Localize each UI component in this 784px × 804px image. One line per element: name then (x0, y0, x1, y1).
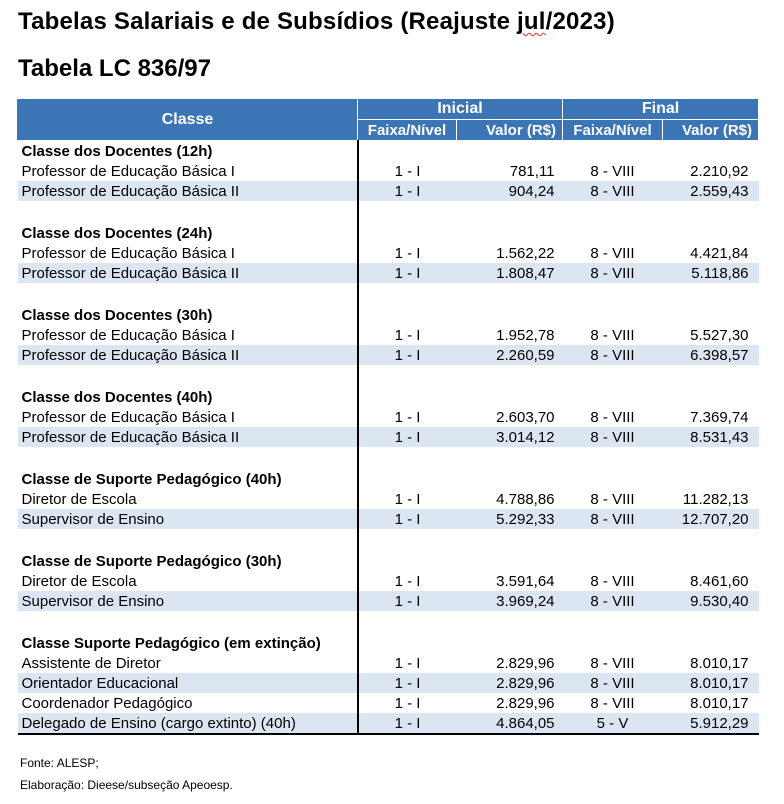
spacer-name-cell (18, 611, 358, 633)
final-valor: 8.010,17 (690, 654, 749, 672)
table-row (18, 407, 759, 427)
empty-cell (457, 551, 563, 571)
header-classe: Classe (18, 99, 358, 141)
final-valor: 4.421,84 (690, 244, 749, 262)
cargo-name: Professor de Educação Básica II (18, 263, 358, 283)
inicial-faixa: 1 - I (394, 326, 421, 344)
page-subtitle: Tabela LC 836/97 (18, 55, 211, 82)
spacer-name-cell (18, 529, 358, 551)
group-title-row (18, 305, 759, 325)
final-valor: 8.461,60 (690, 572, 749, 590)
header-final-valor: Valor (R$) (663, 120, 759, 141)
cargo-name: Orientador Educacional (18, 673, 358, 693)
empty-cell (358, 387, 457, 407)
final-valor: 7.369,74 (690, 408, 749, 426)
inicial-faixa: 1 - I (394, 244, 421, 262)
inicial-valor: 781,11 (509, 162, 555, 180)
group-title: Classe Suporte Pedagógico (em extinção) (18, 633, 358, 653)
final-faixa: 8 - VIII (590, 244, 635, 262)
final-faixa: 8 - VIII (563, 509, 663, 529)
final-faixa: 8 - VIII (590, 490, 635, 508)
empty-cell (358, 551, 457, 571)
footer-elaboration: Elaboração: Dieese/subseção Apeoesp. (20, 778, 233, 792)
table-row (18, 325, 759, 345)
empty-cell (563, 469, 663, 489)
salary-table (17, 98, 759, 735)
cargo-name: Delegado de Ensino (cargo extinto) (40h) (18, 713, 358, 734)
group-title-row (18, 633, 759, 653)
group-title-row (18, 223, 759, 243)
inicial-faixa: 1 - I (358, 263, 457, 283)
spacer-row (18, 447, 759, 469)
table-row (18, 653, 759, 673)
inicial-valor: 1.808,47 (457, 263, 563, 283)
cargo-name: Professor de Educação Básica II (18, 427, 358, 447)
inicial-valor: 1.562,22 (496, 244, 555, 262)
group-title: Classe dos Docentes (24h) (18, 223, 358, 243)
inicial-valor: 904,24 (457, 181, 563, 201)
empty-cell (358, 305, 457, 325)
spacer-cell (563, 365, 663, 387)
cargo-name: Coordenador Pedagógico (18, 693, 358, 713)
final-faixa: 8 - VIII (563, 181, 663, 201)
inicial-valor: 3.591,64 (496, 572, 555, 590)
table-row (18, 427, 759, 447)
spacer-cell (457, 201, 563, 223)
final-faixa: 8 - VIII (563, 263, 663, 283)
table-row (18, 161, 759, 181)
inicial-valor: 2.829,96 (496, 654, 555, 672)
final-valor: 8.531,43 (663, 427, 759, 447)
empty-cell (563, 141, 663, 162)
spacer-row (18, 283, 759, 305)
table-row (18, 713, 759, 734)
empty-cell (457, 141, 563, 162)
final-faixa: 8 - VIII (590, 326, 635, 344)
inicial-valor: 2.829,96 (496, 694, 555, 712)
group-title: Classe de Suporte Pedagógico (40h) (18, 469, 358, 489)
final-faixa: 8 - VIII (590, 408, 635, 426)
cargo-name: Professor de Educação Básica I (18, 243, 358, 263)
page-title (18, 8, 615, 36)
inicial-faixa: 1 - I (358, 591, 457, 611)
empty-cell (663, 141, 759, 162)
header-inicial: Inicial (358, 99, 563, 120)
spacer-cell (457, 283, 563, 305)
table-row (18, 693, 759, 713)
cargo-name: Supervisor de Ensino (18, 591, 358, 611)
spacer-cell (663, 283, 759, 305)
table-row (18, 263, 759, 283)
spacer-cell (358, 447, 457, 469)
inicial-faixa: 1 - I (358, 673, 457, 693)
spacer-cell (563, 529, 663, 551)
spacer-cell (358, 529, 457, 551)
spacer-name-cell (18, 201, 358, 223)
empty-cell (663, 551, 759, 571)
final-valor: 5.912,29 (663, 713, 759, 734)
spacer-cell (457, 365, 563, 387)
final-faixa: 8 - VIII (590, 654, 635, 672)
final-faixa: 8 - VIII (590, 572, 635, 590)
table-row (18, 509, 759, 529)
spacer-cell (457, 529, 563, 551)
spacer-name-cell (18, 365, 358, 387)
empty-cell (563, 387, 663, 407)
spacer-name-cell (18, 447, 358, 469)
cargo-name: Professor de Educação Básica II (18, 181, 358, 201)
empty-cell (358, 223, 457, 243)
final-faixa: 8 - VIII (590, 162, 635, 180)
spacer-cell (358, 365, 457, 387)
inicial-faixa: 1 - I (358, 509, 457, 529)
spacer-cell (358, 283, 457, 305)
cargo-name: Professor de Educação Básica II (18, 345, 358, 365)
footer-source: Fonte: ALESP; (20, 756, 99, 770)
spacer-cell (663, 529, 759, 551)
empty-cell (457, 469, 563, 489)
header-final-faixa: Faixa/Nível (563, 120, 663, 141)
spacer-cell (457, 447, 563, 469)
final-valor: 6.398,57 (663, 345, 759, 365)
spacer-cell (663, 201, 759, 223)
spacer-name-cell (18, 283, 358, 305)
spacer-cell (663, 447, 759, 469)
inicial-faixa: 1 - I (358, 345, 457, 365)
empty-cell (457, 633, 563, 653)
final-valor: 2.559,43 (663, 181, 759, 201)
final-valor: 12.707,20 (663, 509, 759, 529)
spacer-row (18, 201, 759, 223)
empty-cell (663, 223, 759, 243)
inicial-valor: 2.829,96 (457, 673, 563, 693)
cargo-name: Professor de Educação Básica I (18, 407, 358, 427)
final-faixa: 8 - VIII (563, 345, 663, 365)
table-row (18, 181, 759, 201)
inicial-faixa: 1 - I (394, 654, 421, 672)
final-faixa: 8 - VIII (563, 591, 663, 611)
empty-cell (358, 469, 457, 489)
spacer-cell (563, 611, 663, 633)
spacer-row (18, 529, 759, 551)
final-valor: 5.527,30 (690, 326, 749, 344)
cargo-name: Assistente de Diretor (18, 653, 358, 673)
empty-cell (358, 141, 457, 162)
group-title: Classe dos Docentes (30h) (18, 305, 358, 325)
final-valor: 2.210,92 (690, 162, 749, 180)
final-valor: 9.530,40 (663, 591, 759, 611)
table-row (18, 571, 759, 591)
final-valor: 8.010,17 (690, 694, 749, 712)
group-title: Classe de Suporte Pedagógico (30h) (18, 551, 358, 571)
final-valor: 11.282,13 (682, 490, 749, 508)
table-body (18, 141, 759, 735)
cargo-name: Professor de Educação Básica I (18, 161, 358, 181)
cargo-name: Diretor de Escola (18, 489, 358, 509)
empty-cell (663, 305, 759, 325)
group-title-row (18, 551, 759, 571)
final-valor: 5.118,86 (663, 263, 759, 283)
inicial-valor: 3.969,24 (457, 591, 563, 611)
spacer-cell (457, 611, 563, 633)
inicial-faixa: 1 - I (394, 162, 421, 180)
inicial-valor: 3.014,12 (457, 427, 563, 447)
inicial-faixa: 1 - I (358, 181, 457, 201)
page-title-suffix: /2023) (545, 8, 615, 35)
table-row (18, 345, 759, 365)
empty-cell (563, 551, 663, 571)
cargo-name: Professor de Educação Básica I (18, 325, 358, 345)
spacer-cell (563, 283, 663, 305)
table-header (18, 99, 759, 141)
empty-cell (663, 633, 759, 653)
empty-cell (663, 387, 759, 407)
header-inicial-faixa: Faixa/Nível (358, 120, 457, 141)
spacer-cell (563, 201, 663, 223)
empty-cell (563, 223, 663, 243)
final-valor: 8.010,17 (663, 673, 759, 693)
spacer-cell (663, 365, 759, 387)
inicial-valor: 5.292,33 (457, 509, 563, 529)
spacer-cell (663, 611, 759, 633)
inicial-valor: 2.603,70 (496, 408, 555, 426)
group-title: Classe dos Docentes (12h) (18, 141, 358, 162)
table-row (18, 591, 759, 611)
inicial-valor: 1.952,78 (496, 326, 555, 344)
final-faixa: 8 - VIII (563, 673, 663, 693)
cargo-name: Diretor de Escola (18, 571, 358, 591)
spacer-row (18, 365, 759, 387)
empty-cell (663, 469, 759, 489)
header-final: Final (563, 99, 759, 120)
empty-cell (457, 387, 563, 407)
empty-cell (457, 305, 563, 325)
inicial-faixa: 1 - I (394, 572, 421, 590)
group-title: Classe dos Docentes (40h) (18, 387, 358, 407)
inicial-faixa: 1 - I (358, 427, 457, 447)
spacer-row (18, 611, 759, 633)
group-title-row (18, 469, 759, 489)
final-faixa: 8 - VIII (590, 694, 635, 712)
inicial-valor: 4.788,86 (496, 490, 555, 508)
inicial-valor: 4.864,05 (457, 713, 563, 734)
table-row (18, 673, 759, 693)
spacer-cell (563, 447, 663, 469)
table-row (18, 489, 759, 509)
inicial-faixa: 1 - I (394, 694, 421, 712)
table-row (18, 243, 759, 263)
inicial-faixa: 1 - I (358, 713, 457, 734)
empty-cell (358, 633, 457, 653)
final-faixa: 5 - V (563, 713, 663, 734)
empty-cell (457, 223, 563, 243)
page-title-underlined-word: jul (517, 8, 546, 35)
page-title-prefix: Tabelas Salariais e de Subsídios (Reajuste (18, 8, 518, 35)
empty-cell (563, 305, 663, 325)
inicial-faixa: 1 - I (394, 490, 421, 508)
inicial-faixa: 1 - I (394, 408, 421, 426)
final-faixa: 8 - VIII (563, 427, 663, 447)
header-inicial-valor: Valor (R$) (457, 120, 563, 141)
spacer-cell (358, 611, 457, 633)
group-title-row (18, 141, 759, 162)
cargo-name: Supervisor de Ensino (18, 509, 358, 529)
group-title-row (18, 387, 759, 407)
inicial-valor: 2.260,59 (457, 345, 563, 365)
empty-cell (563, 633, 663, 653)
spacer-cell (358, 201, 457, 223)
